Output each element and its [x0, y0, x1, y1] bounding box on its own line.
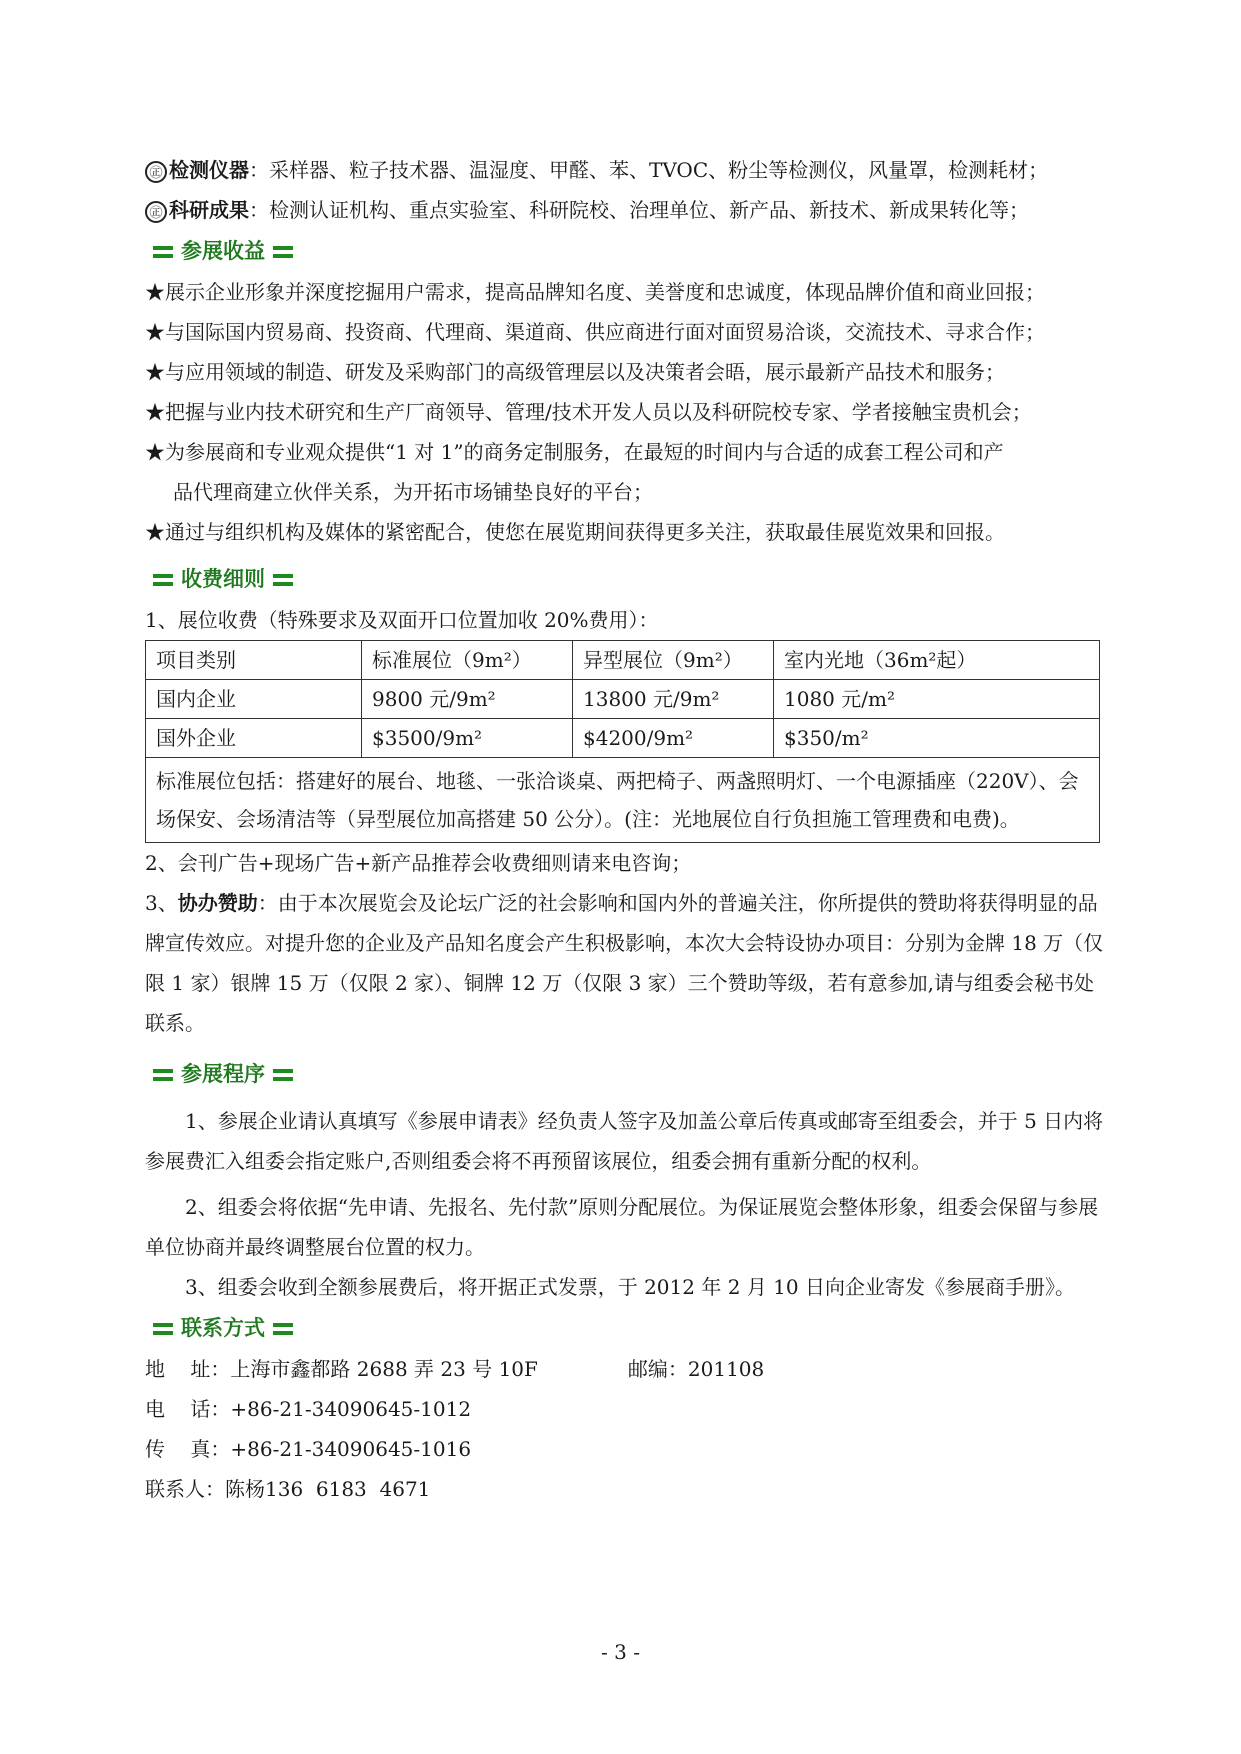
table-cell: 国外企业: [146, 719, 362, 758]
fees-item-3: [145, 883, 1105, 1043]
table-cell: 9800 元/9m²: [362, 680, 573, 719]
benefit-item: ★与国际国内贸易商、投资商、代理商、渠道商、供应商进行面对面贸易洽谈，交流技术、寻求合作；: [145, 320, 1045, 344]
double-bar-icon: [153, 574, 173, 586]
double-bar-icon: [153, 1323, 173, 1335]
sponsor-text: ：由于本次展览会及论坛广泛的社会影响和国内外的普遍关注，你所提供的赞助将获得明显的品牌宣传效应。对提升您的企业及产品知名度会产生积极影响，本次大会特设协办项目：分别为金牌 18 万（仅限 1 家）银牌 15 万（仅限 2 家）、铜牌 12 万（仅限 3 家）三个赞助等级，若有意参加,请与组委会秘书处联系。: [145, 891, 1104, 1035]
category-inspection: [145, 150, 1105, 190]
double-bar-icon: [273, 246, 293, 258]
table-cell: 国内企业: [146, 680, 362, 719]
contact-fax: 传 真：+86-21-34090645-1016: [145, 1437, 472, 1461]
section-title: 参展收益: [181, 239, 265, 263]
contact-postcode: 邮编：201108: [627, 1357, 765, 1381]
benefit-item: ★通过与组织机构及媒体的紧密配合，使您在展览期间获得更多关注，获取最佳展览效果和回报。: [145, 520, 1005, 544]
fees-item-2: 2、会刊广告+现场广告+新产品推荐会收费细则请来电咨询；: [145, 851, 692, 875]
section-title: 联系方式: [181, 1316, 265, 1340]
sponsor-label: 协办赞助: [177, 891, 258, 915]
table-cell: $3500/9m²: [362, 719, 573, 758]
procedure-item: 2、组委会将依据“先申请、先报名、先付款”原则分配展位。为保证展览会整体形象，组委会保留与参展单位协商并最终调整展台位置的权力。: [145, 1195, 1099, 1259]
double-bar-icon: [273, 1069, 293, 1081]
category-label: 检测仪器: [169, 158, 249, 182]
procedure-item: 3、组委会收到全额参展费后，将开据正式发票，于 2012 年 2 月 10 日向企业寄发《参展商手册》。: [185, 1275, 1075, 1299]
section-heading-fees: [145, 558, 1105, 600]
table-header-cell: 项目类别: [146, 641, 362, 680]
fees-intro: 1、展位收费（特殊要求及双面开口位置加收 20%费用）：: [145, 608, 659, 632]
table-cell: 13800 元/9m²: [573, 680, 774, 719]
section-heading-benefits: [145, 230, 1105, 272]
category-research: [145, 190, 1105, 230]
fee-table: [145, 640, 1100, 843]
double-bar-icon: [273, 1323, 293, 1335]
section-heading-contact: [145, 1307, 1105, 1349]
double-bar-icon: [273, 574, 293, 586]
circled-mark-icon: ㊣: [145, 161, 167, 183]
table-row: [146, 680, 1100, 719]
table-cell: $4200/9m²: [573, 719, 774, 758]
contact-address: 地 址：上海市鑫都路 2688 弄 23 号 10F: [145, 1357, 538, 1381]
category-label: 科研成果: [169, 198, 249, 222]
double-bar-icon: [153, 246, 173, 258]
benefit-item: ★展示企业形象并深度挖掘用户需求，提高品牌知名度、美誉度和忠诚度，体现品牌价值和商业回报；: [145, 280, 1045, 304]
table-cell: $350/m²: [774, 719, 1100, 758]
benefit-item: ★把握与业内技术研究和生产厂商领导、管理/技术开发人员以及科研院校专家、学者接触宝贵机会；: [145, 400, 1032, 424]
table-note-row: [146, 758, 1100, 843]
benefit-item-continuation: 品代理商建立伙伴关系，为开拓市场铺垫良好的平台；: [173, 480, 653, 504]
contact-person: 联系人：陈杨136 6183 4671: [145, 1477, 431, 1501]
table-header-row: [146, 641, 1100, 680]
table-header-cell: 室内光地（36m²起）: [774, 641, 1100, 680]
section-heading-procedure: [145, 1053, 1105, 1095]
section-title: 参展程序: [181, 1062, 265, 1086]
table-header-cell: 标准展位（9m²）: [362, 641, 573, 680]
page-content: [145, 150, 1105, 1509]
benefit-item: ★与应用领域的制造、研发及采购部门的高级管理层以及决策者会晤，展示最新产品技术和服务；: [145, 360, 1005, 384]
benefit-item: ★为参展商和专业观众提供“1 对 1”的商务定制服务，在最短的时间内与合适的成套工程公司和产: [145, 440, 1004, 464]
page-number: - 3 -: [601, 1640, 640, 1664]
table-note: 标准展位包括：搭建好的展台、地毯、一张洽谈桌、两把椅子、两盏照明灯、一个电源插座（220V）、会场保安、会场清洁等（异型展位加高搭建 50 公分）。(注：光地展位自行负担施工管理费和电费)。: [146, 758, 1100, 843]
section-title: 收费细则: [181, 567, 265, 591]
circled-mark-icon: ㊣: [145, 201, 167, 223]
category-text: ：检测认证机构、重点实验室、科研院校、治理单位、新产品、新技术、新成果转化等；: [249, 198, 1029, 222]
table-cell: 1080 元/m²: [774, 680, 1100, 719]
contact-address-row: [145, 1349, 1105, 1389]
category-text: ：采样器、粒子技术器、温湿度、甲醛、苯、TVOC、粉尘等检测仪，风量罩，检测耗材；: [249, 158, 1049, 182]
contact-phone: 电 话：+86-21-34090645-1012: [145, 1397, 472, 1421]
item-prefix: 3、: [145, 891, 178, 915]
double-bar-icon: [153, 1069, 173, 1081]
procedure-item: 1、参展企业请认真填写《参展申请表》经负责人签字及加盖公章后传真或邮寄至组委会，并于 5 日内将参展费汇入组委会指定账户,否则组委会将不再预留该展位，组委会拥有重新分配的权利。: [145, 1109, 1104, 1173]
table-header-cell: 异型展位（9m²）: [573, 641, 774, 680]
table-row: [146, 719, 1100, 758]
